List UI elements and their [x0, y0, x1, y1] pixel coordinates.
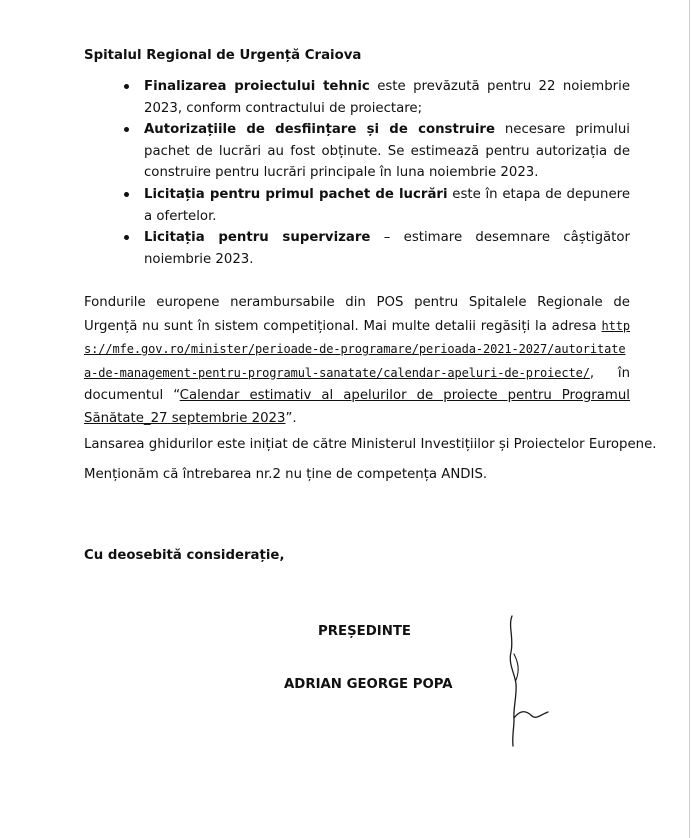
- signatory-name: ADRIAN GEORGE POPA: [284, 677, 453, 692]
- bullet-item-supervision-tender: [144, 227, 630, 270]
- bullet-text: necesare primului pachet de lucrări au fost obținute. Se estimează pentru autorizația de construire pentru lucrări principale în luna noiembrie 2023.: [144, 122, 630, 181]
- bullet-item-technical-project: [144, 76, 630, 119]
- bullet-lead: Autorizațiile de desființare și de construire: [144, 122, 495, 138]
- bullet-item-first-works-tender: [144, 184, 630, 227]
- closing-salutation: Cu deosebită considerație,: [84, 548, 285, 563]
- bullet-text: este prevăzută pentru 22 noiembrie 2023, conform contractului de proiectare;: [144, 79, 630, 116]
- funding-paragraph: [84, 292, 630, 430]
- bullet-lead: Licitația pentru primul pachet de lucrări: [144, 186, 448, 202]
- funding-text: Fondurile europene nerambursabile din POS pentru Spitalele Regionale de Urgență nu sunt în sistem competițional. Mai multe detalii regăsiți la adresa: [84, 295, 630, 334]
- bullet-lead: Licitația pentru supervizare: [144, 230, 371, 246]
- status-bullet-list: [144, 76, 630, 270]
- guides-paragraph: Lansarea ghidurilor este inițiat de către Ministerul Investițiilor și Proiectelor Europene.: [84, 437, 657, 452]
- bullet-lead: Finalizarea proiectului tehnic: [144, 79, 370, 94]
- document-intro-text: , în documentul “: [84, 365, 630, 403]
- competence-paragraph: Menționăm că întrebarea nr.2 nu ține de competența ANDIS.: [84, 467, 488, 482]
- bullet-text: – estimare desemnare câștigător noiembrie 2023.: [144, 230, 630, 267]
- mfe-calendar-link[interactable]: https://mfe.gov.ro/minister/perioade-de-programare/perioada-2021-2027/autoritatea-de-management-pentru-programul-sanatate/calendar-apeluri-de-proiecte/: [84, 318, 630, 380]
- page-edge-divider: [689, 0, 690, 838]
- signatory-title: PREȘEDINTE: [318, 624, 411, 639]
- hospital-title: Spitalul Regional de Urgență Craiova: [84, 48, 362, 63]
- handwritten-signature: [502, 614, 550, 750]
- calendar-document-link[interactable]: Calendar estimativ al apelurilor de proiecte pentru Programul Sănătate_27 septembrie 2023: [84, 388, 631, 426]
- closing-quote: ”.: [285, 410, 297, 426]
- bullet-text: este în etapa de depunere a ofertelor.: [144, 186, 630, 224]
- bullet-item-authorizations: [144, 119, 630, 184]
